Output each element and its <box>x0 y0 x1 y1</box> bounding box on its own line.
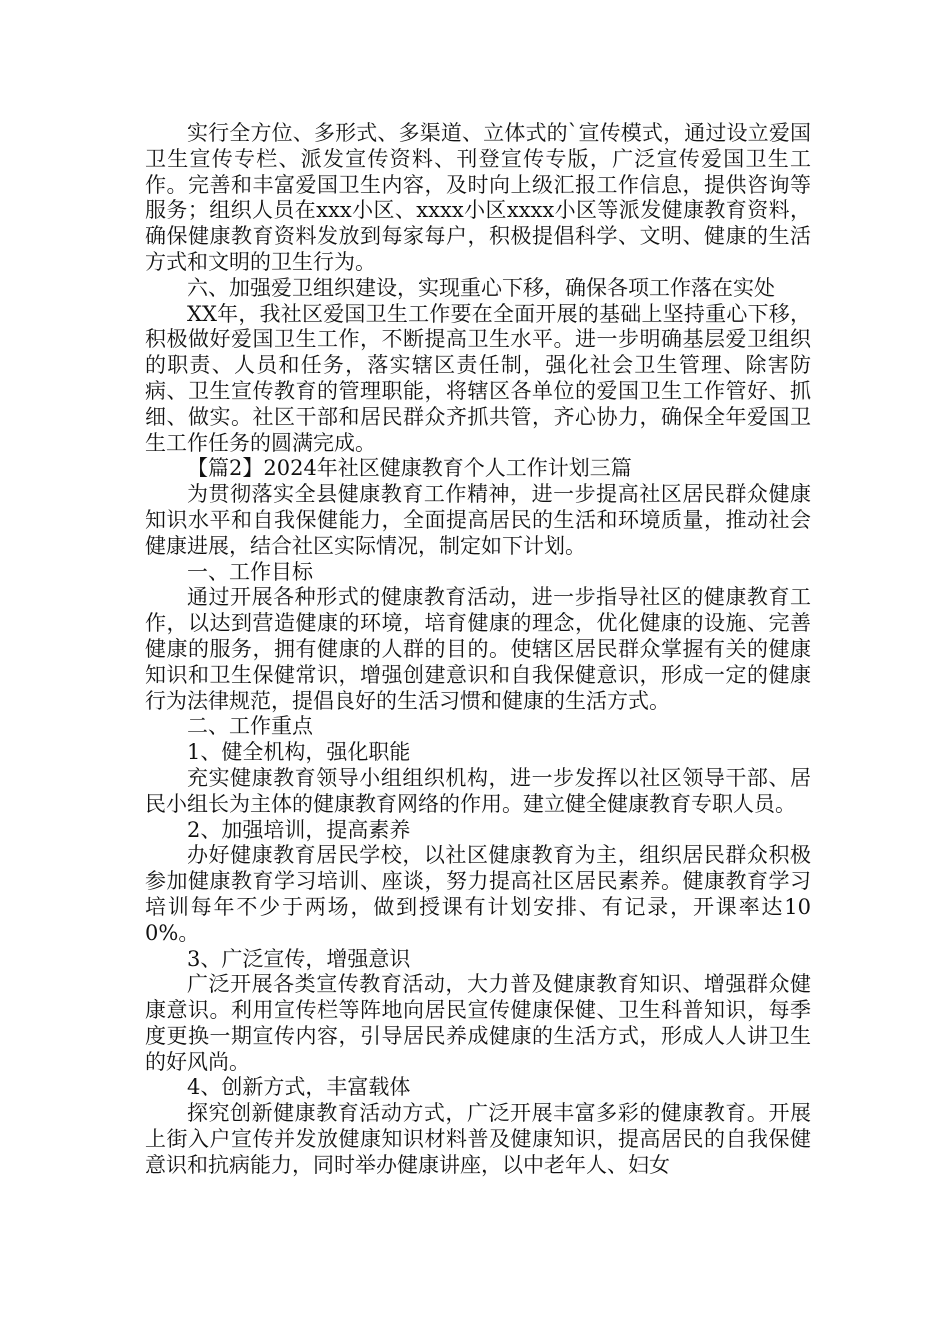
heading-section-six: 六、加强爱卫组织建设，实现重心下移，确保各项工作落在实处 <box>187 275 775 300</box>
paragraph-publicity: 广泛开展各类宣传教育活动，大力普及健康教育知识、增强群众健康意识。利用宣传栏等阵地向居民宣传健康保健、卫生科普知识，每季度更换一期宣传内容，引导居民养成健康的生活方式，形成人人讲卫生的好风尚。 <box>145 972 811 1074</box>
subheading-innovation: 4、创新方式，丰富载体 <box>187 1075 411 1100</box>
paragraph-training: 办好健康教育居民学校，以社区健康教育为主，组织居民群众积极参加健康教育学习培训、座谈，努力提高社区居民素养。健康教育学习培训每年不少于两场，做到授课有计划安排、有记录，开课率达100%。 <box>145 843 811 945</box>
subheading-training: 2、加强培训，提高素养 <box>187 817 411 842</box>
paragraph-publicity-methods: 实行全方位、多形式、多渠道、立体式的`宣传模式，通过设立爱国卫生宣传专栏、派发宣传资料、刊登宣传专版，广泛宣传爱国卫生工作。完善和丰富爱国卫生内容，及时向上级汇报工作信息，提供咨询等服务；组织人员在xxx小区、xxxx小区xxxx小区等派发健康教育资料，确保健康教育资料发放到每家每户，积极提倡科学、文明、健康的生活方式和文明的卫生行为。 <box>145 121 811 274</box>
subheading-organization: 1、健全机构，强化职能 <box>187 740 411 765</box>
heading-article-2: 【篇2】2024年社区健康教育个人工作计划三篇 <box>187 456 632 481</box>
paragraph-introduction: 为贯彻落实全县健康教育工作精神，进一步提高社区居民群众健康知识水平和自我保健能力，全面提高居民的生活和环境质量，推动社会健康进展，结合社区实际情况，制定如下计划。 <box>145 482 811 558</box>
paragraph-organization: 充实健康教育领导小组组织机构，进一步发挥以社区领导干部、居民小组长为主体的健康教育网络的作用。建立健全健康教育专职人员。 <box>145 765 811 816</box>
document-page <box>145 121 811 1179</box>
paragraph-work-goals: 通过开展各种形式的健康教育活动，进一步指导社区的健康教育工作，以达到营造健康的环境，培育健康的理念，优化健康的设施、完善健康的服务，拥有健康的人群的目的。使辖区居民群众掌握有关的健康知识和卫生保健常识，增强创建意识和自我保健意识，形成一定的健康行为法律规范，提倡良好的生活习惯和健康的生活方式。 <box>145 585 811 713</box>
paragraph-innovation: 探究创新健康教育活动方式，广泛开展丰富多彩的健康教育。开展上街入户宣传并发放健康知识材料普及健康知识，提高居民的自我保健意识和抗病能力，同时举办健康讲座，以中老年人、妇女 <box>145 1101 811 1177</box>
paragraph-xx-year-work: XX年，我社区爱国卫生工作要在全面开展的基础上坚持重心下移，积极做好爱国卫生工作，不断提高卫生水平。进一步明确基层爱卫组织的职责、人员和任务，落实辖区责任制，强化社会卫生管理、除害防病、卫生宣传教育的管理职能，将辖区各单位的爱国卫生工作管好、抓细、做实。社区干部和居民群众齐抓共管，齐心协力，确保全年爱国卫生工作任务的圆满完成。 <box>145 301 811 455</box>
subheading-publicity: 3、广泛宣传，增强意识 <box>187 946 411 971</box>
heading-work-focus: 二、工作重点 <box>187 714 313 739</box>
heading-work-goals: 一、工作目标 <box>187 559 313 584</box>
